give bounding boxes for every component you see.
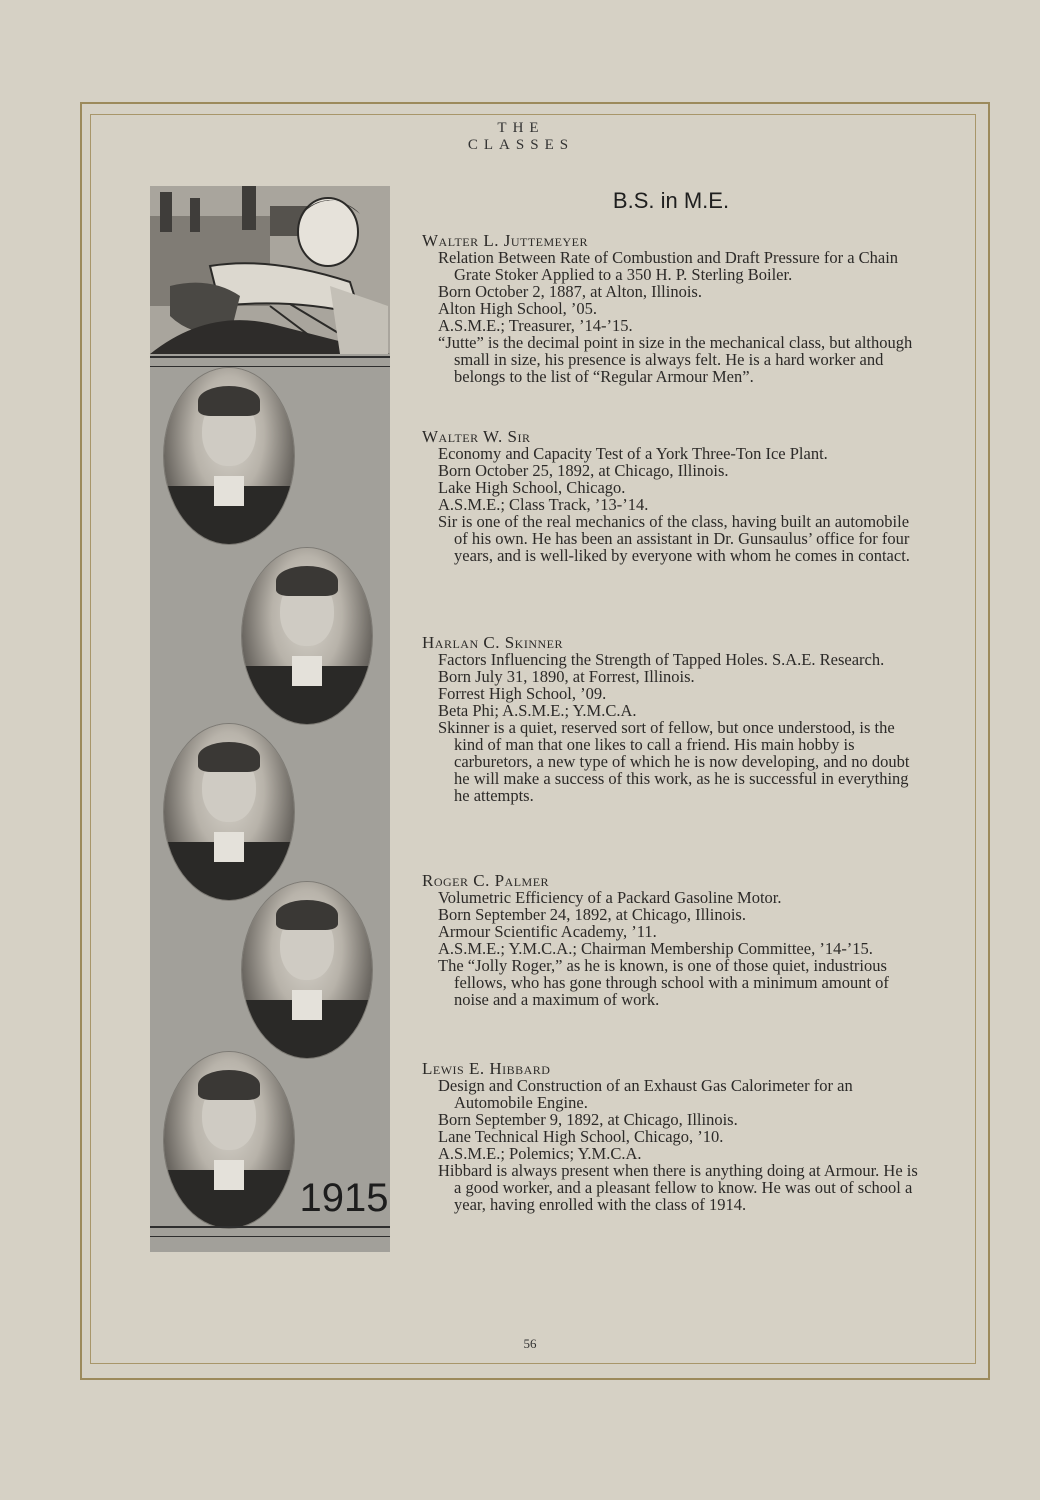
entry-school: Forrest High School, ’09.	[438, 684, 607, 703]
entry-bio: “Jutte” is the decimal point in size in the mechanical class, but although small in size, his presence is always felt. He is a hard worker and belongs to the list of “Regular Armour Men”.	[438, 333, 913, 386]
running-head: THE CLASSES	[467, 120, 575, 153]
entry-activities: A.S.M.E.; Polemics; Y.M.C.A.	[438, 1144, 642, 1163]
entry-born: Born October 2, 1887, at Alton, Illinois.	[438, 282, 702, 301]
entry-thesis: Volumetric Efficiency of a Packard Gasoline Motor.	[438, 888, 782, 907]
entry-activities: A.S.M.E.; Treasurer, ’14-’15.	[438, 316, 633, 335]
entry-bio: Sir is one of the real mechanics of the class, having built an automobile of his own. He has been an assistant in Dr. Gunsaulus’ office for four years, and is well-liked by everyone with whom he comes in contact.	[438, 512, 910, 565]
entry-bio: Hibbard is always present when there is anything doing at Armour. He is a good worker, and a pleasant fellow to know. He was out of school a year, having enrolled with the class of 1914.	[438, 1161, 918, 1214]
section-title: B.S. in M.E.	[612, 188, 730, 213]
entry-bio: The “Jolly Roger,” as he is known, is one of those quiet, industrious fellows, who has gone through school with a minimum amount of noise and a maximum of work.	[438, 956, 889, 1009]
entry-activities: Beta Phi; A.S.M.E.; Y.M.C.A.	[438, 701, 637, 720]
portrait-palmer	[242, 882, 372, 1058]
strip-rule-top	[150, 356, 390, 358]
sketch-illustration	[150, 186, 390, 354]
portrait-sir	[242, 548, 372, 724]
page-number: 56	[523, 1336, 537, 1351]
strip-rule-bottom	[150, 1226, 390, 1228]
entry-name: Lewis E. Hibbard	[422, 1059, 551, 1078]
strip-rule-bottom-thin	[150, 1236, 390, 1237]
entry-juttemeyer	[422, 232, 922, 385]
entry-thesis: Design and Construction of an Exhaust Gas Calorimeter for an Automobile Engine.	[438, 1076, 853, 1112]
entry-born: Born July 31, 1890, at Forrest, Illinois.	[438, 667, 695, 686]
entry-hibbard	[422, 1060, 922, 1213]
strip-rule-top-thin	[150, 366, 390, 367]
entry-school: Lake High School, Chicago.	[438, 478, 626, 497]
entry-name: Walter W. Sir	[422, 427, 531, 446]
entry-born: Born September 9, 1892, at Chicago, Illinois.	[438, 1110, 738, 1129]
entry-school: Lane Technical High School, Chicago, ’10.	[438, 1127, 724, 1146]
entry-name: Harlan C. Skinner	[422, 633, 563, 652]
entry-palmer	[422, 872, 922, 1008]
header-illustration	[150, 186, 390, 354]
portrait-skinner	[164, 724, 294, 900]
portrait-hibbard	[164, 1052, 294, 1228]
entry-name: Roger C. Palmer	[422, 871, 550, 890]
entry-born: Born October 25, 1892, at Chicago, Illinois.	[438, 461, 729, 480]
entry-thesis: Relation Between Rate of Combustion and Draft Pressure for a Chain Grate Stoker Applied to a 350 H. P. Sterling Boiler.	[438, 248, 899, 284]
entry-school: Alton High School, ’05.	[438, 299, 598, 318]
entry-skinner	[422, 634, 922, 804]
entry-school: Armour Scientific Academy, ’11.	[438, 922, 657, 941]
class-year: 1915	[299, 1176, 389, 1220]
entry-name: Walter L. Juttemeyer	[422, 231, 589, 250]
entry-born: Born September 24, 1892, at Chicago, Illinois.	[438, 905, 746, 924]
entry-bio: Skinner is a quiet, reserved sort of fellow, but once understood, is the kind of man that one likes to call a friend. His main hobby is carburetors, a new type of which he is now developing, and no doubt he will make a success of this work, as he is successful in everything he attempts.	[438, 718, 910, 805]
entry-activities: A.S.M.E.; Class Track, ’13-’14.	[438, 495, 649, 514]
entry-sir	[422, 428, 922, 564]
entry-activities: A.S.M.E.; Y.M.C.A.; Chairman Membership Committee, ’14-’15.	[438, 939, 873, 958]
entry-thesis: Economy and Capacity Test of a York Three-Ton Ice Plant.	[438, 444, 828, 463]
portrait-juttemeyer	[164, 368, 294, 544]
entry-thesis: Factors Influencing the Strength of Tapped Holes. S.A.E. Research.	[438, 650, 885, 669]
